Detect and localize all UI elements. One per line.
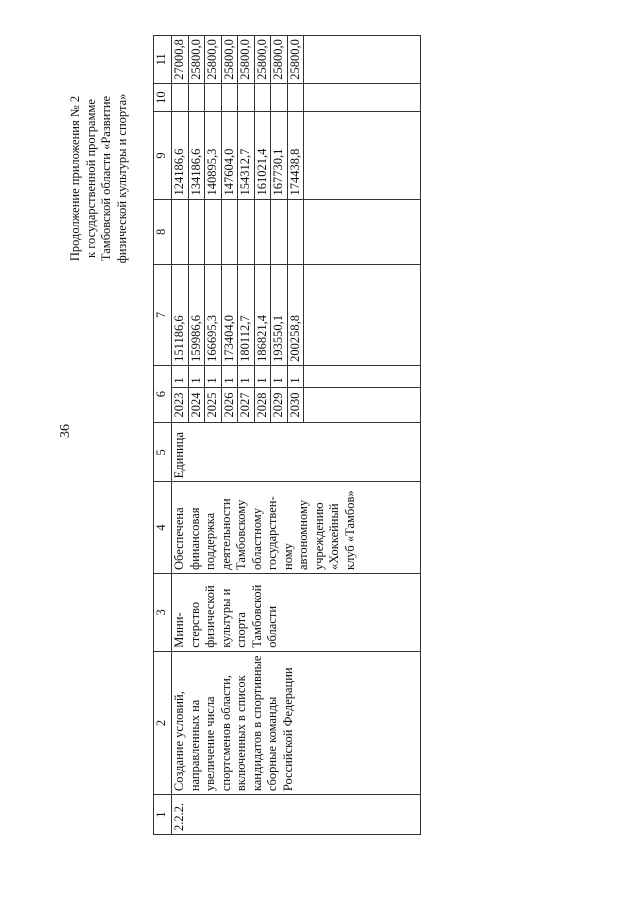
table-header-cell: 11 [154,36,172,84]
value-cell: 1 [205,365,222,387]
heading-line: Продолжение приложения № 2 [68,95,82,262]
value-cell: 1 [172,365,189,387]
value-cell [238,199,255,265]
value-cell: 147604,0 [221,112,238,199]
value-cell: 1 [221,365,238,387]
year-cell: 2024 [188,387,205,423]
empty-cell [304,112,421,199]
value-cell [172,83,189,112]
value-cell: 200258,8 [287,265,304,366]
value-cell [271,83,288,112]
table-header-cell: 10 [154,83,172,112]
value-cell: 140895,3 [205,112,222,199]
value-cell: 174438,8 [287,112,304,199]
empty-cell [304,36,421,84]
value-cell: 25800,0 [188,36,205,84]
table-header-cell: 2 [154,651,172,794]
value-cell [172,199,189,265]
result-cell: Обеспечена финансовая поддержка деятельности Тамбовскому областному государствен-ному автономному учреждению «Хоккейный клуб «Тамбов» [172,482,421,574]
value-cell [205,83,222,112]
year-cell: 2030 [287,387,304,423]
value-cell: 166695,3 [205,265,222,366]
value-cell: 1 [254,365,271,387]
year-cell: 2029 [271,387,288,423]
value-cell: 25800,0 [238,36,255,84]
value-cell: 1 [188,365,205,387]
value-cell: 27000,8 [172,36,189,84]
value-cell: 25800,0 [287,36,304,84]
value-cell: 25800,0 [271,36,288,84]
empty-cell [304,199,421,265]
table-header-cell: 4 [154,482,172,574]
value-cell [287,199,304,265]
value-cell: 25800,0 [205,36,222,84]
empty-cell [304,365,421,387]
empty-cell [304,83,421,112]
value-cell: 161021,4 [254,112,271,199]
program-table [153,35,421,835]
value-cell: 180112,7 [238,265,255,366]
value-cell: 124186,6 [172,112,189,199]
value-cell: 1 [238,365,255,387]
value-cell: 25800,0 [221,36,238,84]
value-cell [188,199,205,265]
year-cell: 2026 [221,387,238,423]
year-cell: 2023 [172,387,189,423]
value-cell [188,83,205,112]
table-header-cell: 8 [154,199,172,265]
unit-cell: Единица [172,423,421,482]
value-cell: 193550,1 [271,265,288,366]
activity-cell: Создание условий, направленных на увеличение числа спортсменов области, включенных в список кандидатов в спортивные сборные команды Российской Федерации [172,651,421,794]
year-cell: 2027 [238,387,255,423]
table-header-cell: 3 [154,574,172,652]
value-cell [254,83,271,112]
heading-line: Тамбовской области «Развитие [99,95,113,262]
table-row [172,36,189,835]
table-header-cell: 7 [154,265,172,366]
year-cell: 2025 [205,387,222,423]
value-cell [221,83,238,112]
empty-cell [304,387,421,423]
value-cell: 186821,4 [254,265,271,366]
value-cell: 25800,0 [254,36,271,84]
value-cell [271,199,288,265]
table-header-row [154,36,172,835]
value-cell [238,83,255,112]
heading-line: к государственной программе [83,99,98,258]
value-cell: 173404,0 [221,265,238,366]
heading-line: физической культуры и спорта» [114,93,129,264]
value-cell [287,83,304,112]
value-cell [254,199,271,265]
value-cell: 159986,6 [188,265,205,366]
table-header-cell: 5 [154,423,172,482]
value-cell [221,199,238,265]
appendix-heading [68,35,153,322]
table-header-cell: 6 [154,365,172,423]
year-cell: 2028 [254,387,271,423]
row-number: 2.2.2. [172,795,421,835]
table-header-cell: 9 [154,112,172,199]
value-cell: 1 [287,365,304,387]
value-cell: 151186,6 [172,265,189,366]
page-number: 36 [58,424,73,438]
value-cell [205,199,222,265]
executor-cell: Мини-стерство физической культуры и спорта Тамбовской области [172,574,421,652]
value-cell: 134186,6 [188,112,205,199]
value-cell: 1 [271,365,288,387]
table-header-cell: 1 [154,795,172,835]
rotated-page-content [68,35,421,835]
value-cell: 154312,7 [238,112,255,199]
value-cell: 167730,1 [271,112,288,199]
empty-cell [304,265,421,366]
